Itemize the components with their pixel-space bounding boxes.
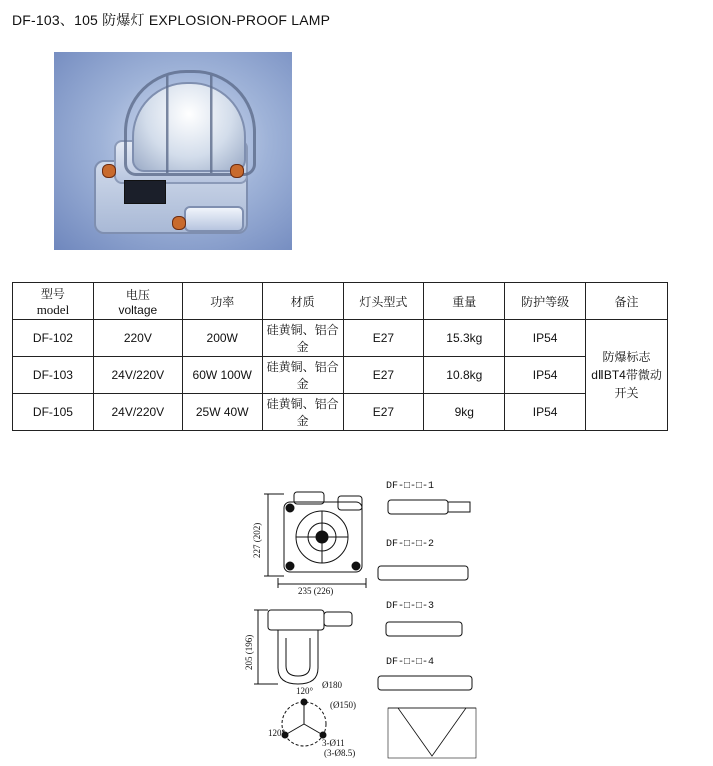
bolt	[172, 216, 186, 230]
front-view	[264, 492, 366, 588]
cell-ip: IP54	[505, 394, 586, 431]
cell-socket: E27	[343, 394, 424, 431]
dim-angle-1: 120°	[296, 686, 314, 696]
header-socket: 灯头型式	[343, 283, 424, 320]
header-ip-rating: 防护等级	[505, 283, 586, 320]
cell-material: 硅黄铜、铝合金	[262, 320, 343, 357]
cell-weight: 9kg	[424, 394, 505, 431]
spec-table	[12, 282, 668, 431]
cell-voltage: 24V/220V	[93, 394, 182, 431]
header-power: 功率	[182, 283, 262, 320]
cell-power: 60W 100W	[182, 357, 262, 394]
nameplate	[124, 180, 166, 204]
cell-power: 25W 40W	[182, 394, 262, 431]
mounting-view	[282, 699, 326, 746]
header-remarks: 备注	[586, 283, 668, 320]
dim-angle-2: 120°	[268, 728, 286, 738]
cell-ip: IP54	[505, 357, 586, 394]
side-view	[254, 610, 352, 684]
header-voltage: 电压 voltage	[93, 283, 182, 320]
page-title: DF-103、105 防爆灯 EXPLOSION-PROOF LAMP	[12, 12, 331, 28]
bolt	[230, 164, 244, 178]
cell-material: 硅黄铜、铝合金	[262, 394, 343, 431]
cell-remarks: 防爆标志dⅡBT4带微动开关	[586, 320, 668, 431]
cell-voltage: 24V/220V	[93, 357, 182, 394]
dim-height-front: 227 (202)	[252, 522, 262, 558]
cell-socket: E27	[343, 357, 424, 394]
cell-model: DF-105	[13, 394, 94, 431]
technical-drawing	[238, 470, 488, 766]
table-row	[13, 357, 668, 394]
header-model: 型号 model	[13, 283, 94, 320]
dim-holes: 3-Ø11	[322, 738, 345, 748]
product-photo	[54, 52, 292, 250]
table-header-row	[13, 283, 668, 320]
table-row	[13, 320, 668, 357]
cell-model: DF-103	[13, 357, 94, 394]
dim-dia-inner: (Ø150)	[330, 700, 356, 710]
variant-label-4: DF-□-□-4	[386, 657, 435, 668]
table-row	[13, 394, 668, 431]
cell-ip: IP54	[505, 320, 586, 357]
cell-power: 200W	[182, 320, 262, 357]
cell-material: 硅黄铜、铝合金	[262, 357, 343, 394]
variant-label-3: DF-□-□-3	[386, 601, 435, 612]
cable-gland	[184, 206, 244, 232]
cell-voltage: 220V	[93, 320, 182, 357]
dim-dia-outer: Ø180	[322, 680, 342, 690]
variant-label-2: DF-□-□-2	[386, 539, 435, 550]
cell-weight: 15.3kg	[424, 320, 505, 357]
bolt	[102, 164, 116, 178]
dim-width-front: 235 (226)	[298, 586, 334, 596]
header-material: 材质	[262, 283, 343, 320]
cell-weight: 10.8kg	[424, 357, 505, 394]
lamp-guard-cage	[124, 70, 256, 176]
variant-label-1: DF-□-□-1	[386, 481, 435, 492]
cell-socket: E27	[343, 320, 424, 357]
dim-holes-alt: (3-Ø8.5)	[324, 748, 356, 758]
cell-model: DF-102	[13, 320, 94, 357]
header-weight: 重量	[424, 283, 505, 320]
dim-height-side: 205 (196)	[244, 634, 254, 670]
